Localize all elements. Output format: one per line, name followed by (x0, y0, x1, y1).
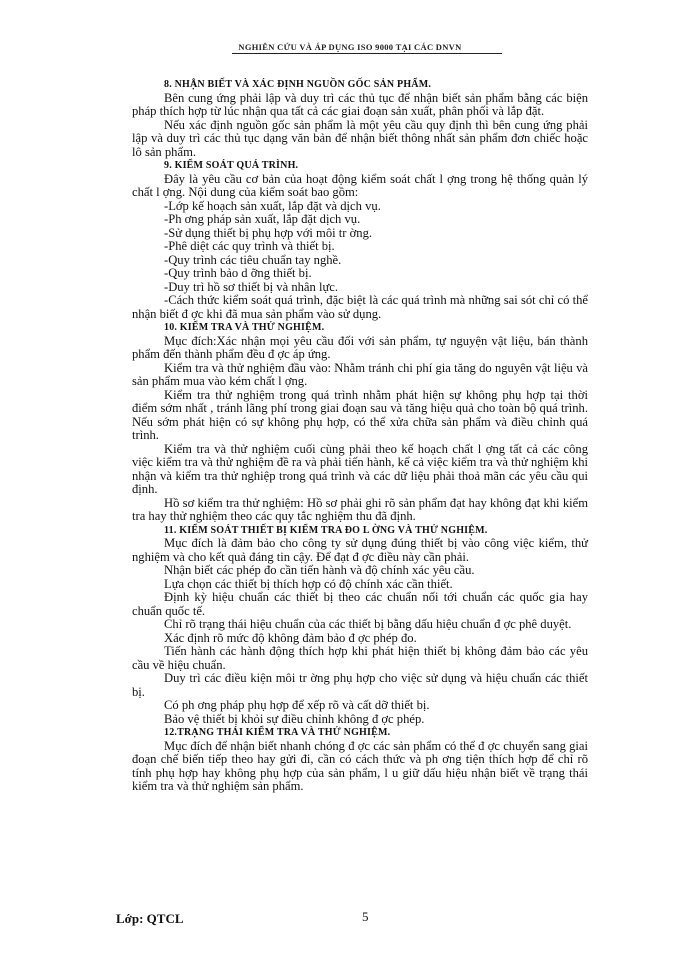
paragraph: Nhận biết các phép đo cần tiến hành và độ chính xác yêu cầu. (164, 563, 475, 577)
paragraph: Hồ sơ kiểm tra thử nghiệm: Hồ sơ phải ghi rõ sản phẩm đạt hay không đạt khi kiểm tra hay thử nghiệm theo các quy tắc nghiệm thu đã định. (132, 495, 588, 523)
paragraph: Đây là yêu cầu cơ bản của hoạt động kiểm soát chất l ợng trong hệ thống quản lý chất l ợng. Nội dung của kiểm soát bao gồm: (132, 171, 588, 199)
paragraph: Kiểm tra thử nghiệm trong quá trình nhằm phát hiện sự không phụ hợp tại thời điểm sớm nhất , tránh lãng phí trong giai đoạn sau và tăng hiệu quả cho toàn bộ quá trình. Nếu sớm phát hiện có sự không phụ hợp, có thể xửa chữa sản phẩm và điều chỉnh quá trình. (132, 387, 588, 442)
list-item: -Quy trình các tiêu chuẩn tay nghề. (164, 252, 342, 267)
list-item: -Duy trì hồ sơ thiết bị và nhân lực. (164, 279, 339, 294)
paragraph: Duy trì các điều kiện môi tr ờng phụ hợp cho việc sử dụng và hiệu chuẩn các thiết bị. (132, 671, 588, 699)
paragraph: Bảo vệ thiết bị khỏi sự điều chỉnh không đ ợc phép. (164, 711, 425, 726)
footer-class-label: Lớp: QTCL (116, 911, 184, 926)
paragraph: Tiến hành các hành động thích hợp khi phát hiện thiết bị không đảm bảo các yêu cầu về hiệu chuẩn. (132, 644, 588, 672)
paragraph: Mục đích để nhận biết nhanh chóng đ ợc các sản phẩm có thể đ ợc chuyển sang giai đoạn chế biến tiếp theo hay gửi đi, cần có cách thức và ph ơng tiện thích hợp để chỉ rõ tính phụ hợp hay không phụ hợp của sản phẩm, l u giữ dấu hiệu nhận biết về trạng thái kiểm tra và thử nghiệm sản phẩm. (132, 738, 588, 793)
list-item: -Sử dụng thiết bị phụ hợp với môi tr ờng. (164, 225, 373, 240)
section-heading: 9. KIỂM SOÁT QUÁ TRÌNH. (164, 160, 299, 171)
document-body (132, 78, 588, 794)
paragraph: Xác định rõ mức độ không đảm bảo đ ợc phép đo. (164, 630, 417, 645)
paragraph: Bên cung ứng phải lập và duy trì các thủ tục để nhận biết sản phẩm bằng các biện pháp thích hợp từ lúc nhận qua tất cả các giai đoạn sản xuất, phân phối và lắp đặt. (132, 90, 588, 118)
section-heading: 11. KIỂM SOÁT THIẾT BỊ KIỂM TRA ĐO L ỜNG VÀ THỬ NGHIỆM. (164, 524, 488, 536)
paragraph: Mục đích:Xác nhận mọi yêu cầu đối với sản phẩm, tự nguyện vật liệu, bán thành phẩm đến thành phẩm đều đ ợc áp ứng. (132, 333, 588, 361)
paragraph: Mục đích là đảm bảo cho công ty sử dụng đúng thiết bị vào công việc kiểm, thử nghiệm và cho kết quả đáng tin cậy. Để đạt đ ợc điều này cần phải. (132, 536, 588, 564)
list-item: -Ph ơng pháp sản xuất, lắp đặt dịch vụ. (164, 212, 361, 226)
paragraph: Định kỳ hiệu chuẩn các thiết bị theo các chuẩn nối tới chuẩn các quốc gia hay chuẩn quốc tế. (132, 590, 588, 618)
list-item: -Lớp kế hoạch sản xuất, lắp đặt và dịch vụ. (164, 198, 381, 213)
paragraph: Kiểm tra và thử nghiệm cuối cùng phải theo kế hoạch chất l ợng tất cả các công việc kiểm tra và thử nghiệm đề ra và phải tiến hành, kể cả việc kiểm tra và thử nghiệm khi nhận và kiểm tra thử nghiệp trong quá trình và các dữ liệu phải thoả mãn các yêu cầu qui định. (132, 441, 588, 496)
running-header: NGHIÊN CỨU VÀ ÁP DỤNG ISO 9000 TẠI CÁC DNVN (238, 42, 462, 52)
list-item: -Quy trình bảo d ỡng thiết bị. (164, 266, 312, 280)
paragraph: Nếu xác định nguồn gốc sản phẩm là một yêu cầu quy định thì bên cung ứng phải lập và duy trì các thủ tục dạng văn bản để nhận biết thông nhất sản phẩm đơn chiếc hoặc lô sản phẩm. (132, 117, 588, 159)
list-item: -Phê diệt các quy trình và thiết bị. (164, 239, 335, 253)
paragraph: Lựa chọn các thiết bị thích hợp có độ chính xác cần thiết. (164, 576, 453, 591)
header-rule (232, 53, 502, 54)
section-heading: 8. NHẬN BIẾT VÀ XÁC ĐỊNH NGUỒN GỐC SẢN PHẨM. (164, 79, 432, 90)
paragraph: Có ph ơng pháp phụ hợp để xếp rõ và cất dỡ thiết bị. (164, 698, 430, 712)
paragraph: Kiểm tra và thử nghiệm đầu vào: Nhằm tránh chi phí gia tăng do nguyên vật liệu và sản phẩm mua vào kém chất l ợng. (132, 360, 588, 388)
page-number: 5 (362, 909, 369, 924)
paragraph: Chỉ rõ trạng thái hiệu chuẩn của các thiết bị bằng dấu hiệu chuẩn đ ợc phê duyệt. (164, 617, 572, 631)
paragraph: -Cách thức kiểm soát quá trình, đặc biệt là các quá trình mà những sai sót chỉ có thể nhận biết đ ợc khi đã mua sản phẩm vào sử dụng. (132, 293, 588, 321)
section-heading: 10. KIỂM TRA VÀ THỬ NGHIỆM. (164, 322, 325, 333)
section-heading: 12.TRẠNG THÁI KIỂM TRA VÀ THỬ NGHIỆM. (164, 727, 391, 738)
